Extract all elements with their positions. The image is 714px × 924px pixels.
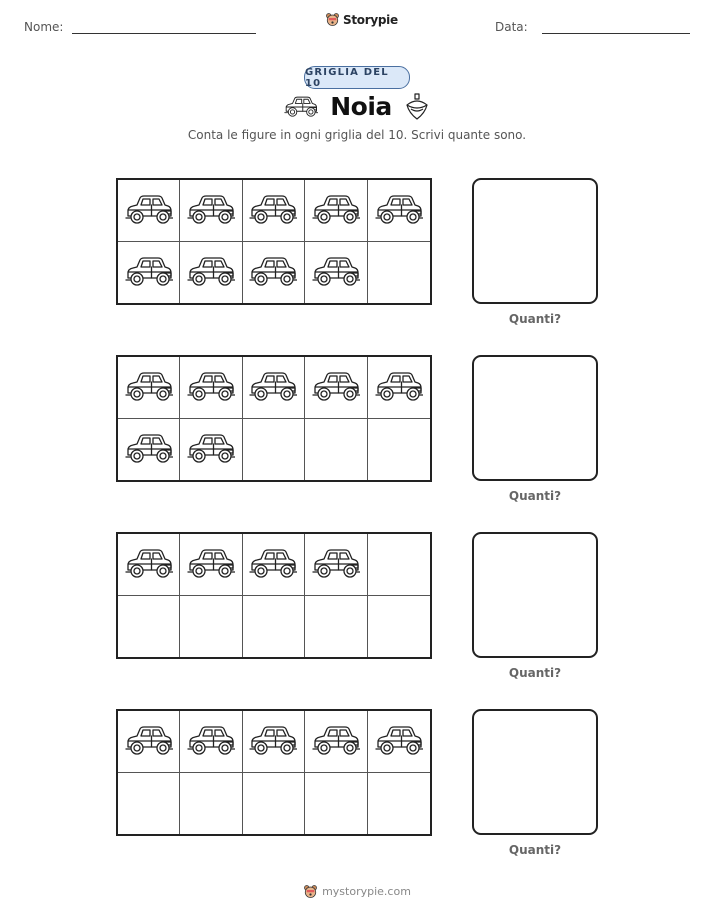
car-icon	[375, 370, 423, 404]
brand-name: Storypie	[343, 12, 398, 27]
ten-frame-cell	[368, 773, 430, 835]
ten-frame-cell	[243, 180, 305, 242]
instructions: Conta le figure in ogni griglia del 10. Scrivi quante sono.	[187, 128, 527, 142]
answer-box-1[interactable]	[472, 178, 598, 304]
car-icon	[187, 193, 235, 227]
ten-frame-cell	[118, 180, 180, 242]
ten-frame-cell	[368, 419, 430, 481]
answer-label-3: Quanti?	[508, 666, 562, 680]
ten-frame-1	[116, 178, 432, 305]
ten-frame-cell	[180, 773, 242, 835]
ten-frame-cell	[118, 711, 180, 773]
footer	[0, 884, 714, 899]
car-icon	[187, 724, 235, 758]
page-title: Noia	[330, 92, 392, 121]
name-line[interactable]	[72, 33, 256, 34]
footer-url[interactable]: mystorypie.com	[322, 885, 411, 898]
car-icon	[187, 547, 235, 581]
car-icon	[125, 432, 173, 466]
answer-box-2[interactable]	[472, 355, 598, 481]
ten-frame-cell	[305, 711, 367, 773]
ten-frame-cell	[118, 773, 180, 835]
car-icon	[312, 547, 360, 581]
spinning-top-icon	[404, 93, 430, 121]
ten-frame-cell	[243, 711, 305, 773]
bear-logo-icon	[303, 884, 318, 899]
ten-frame-cell	[368, 711, 430, 773]
car-icon	[249, 724, 297, 758]
ten-frame-cell	[305, 242, 367, 304]
ten-frame-4	[116, 709, 432, 836]
ten-frame-cell	[180, 534, 242, 596]
car-icon	[375, 724, 423, 758]
answer-label-1: Quanti?	[508, 312, 562, 326]
ten-frame-cell	[180, 242, 242, 304]
car-icon	[125, 547, 173, 581]
ten-frame-cell	[368, 534, 430, 596]
car-icon	[187, 255, 235, 289]
ten-frame-cell	[180, 180, 242, 242]
ten-frame-cell	[243, 357, 305, 419]
ten-frame-cell	[305, 180, 367, 242]
ten-frame-cell	[180, 419, 242, 481]
car-icon	[249, 370, 297, 404]
ten-frame-cell	[368, 242, 430, 304]
date-label: Data:	[495, 20, 528, 34]
ten-frame-cell	[118, 419, 180, 481]
answer-label-2: Quanti?	[508, 489, 562, 503]
car-icon	[187, 432, 235, 466]
ten-frame-cell	[118, 534, 180, 596]
ten-frame-cell	[368, 596, 430, 658]
ten-frame-cell	[305, 419, 367, 481]
car-icon	[284, 95, 318, 119]
date-line[interactable]	[542, 33, 690, 34]
answer-box-4[interactable]	[472, 709, 598, 835]
car-icon	[375, 193, 423, 227]
ten-frame-cell	[243, 242, 305, 304]
car-icon	[312, 255, 360, 289]
car-icon	[312, 724, 360, 758]
ten-frame-2	[116, 355, 432, 482]
ten-frame-cell	[305, 596, 367, 658]
name-label: Nome:	[24, 20, 64, 34]
ten-frame-cell	[118, 596, 180, 658]
ten-frame-3	[116, 532, 432, 659]
answer-label-4: Quanti?	[508, 843, 562, 857]
ten-frame-cell	[118, 357, 180, 419]
ten-frame-cell	[180, 711, 242, 773]
ten-frame-cell	[243, 773, 305, 835]
car-icon	[249, 193, 297, 227]
ten-frame-cell	[305, 357, 367, 419]
car-icon	[125, 193, 173, 227]
worksheet-badge: GRIGLIA DEL 10	[304, 66, 410, 89]
car-icon	[312, 370, 360, 404]
ten-frame-cell	[180, 596, 242, 658]
ten-frame-cell	[118, 242, 180, 304]
car-icon	[249, 547, 297, 581]
ten-frame-cell	[243, 596, 305, 658]
car-icon	[125, 724, 173, 758]
ten-frame-cell	[305, 773, 367, 835]
ten-frame-cell	[180, 357, 242, 419]
car-icon	[312, 193, 360, 227]
title-row	[0, 92, 714, 121]
bear-logo-icon	[325, 12, 340, 27]
car-icon	[125, 255, 173, 289]
car-icon	[125, 370, 173, 404]
ten-frame-cell	[368, 357, 430, 419]
ten-frame-cell	[305, 534, 367, 596]
car-icon	[187, 370, 235, 404]
car-icon	[249, 255, 297, 289]
ten-frame-cell	[368, 180, 430, 242]
brand-logo	[325, 12, 398, 27]
ten-frame-cell	[243, 534, 305, 596]
ten-frame-cell	[243, 419, 305, 481]
answer-box-3[interactable]	[472, 532, 598, 658]
